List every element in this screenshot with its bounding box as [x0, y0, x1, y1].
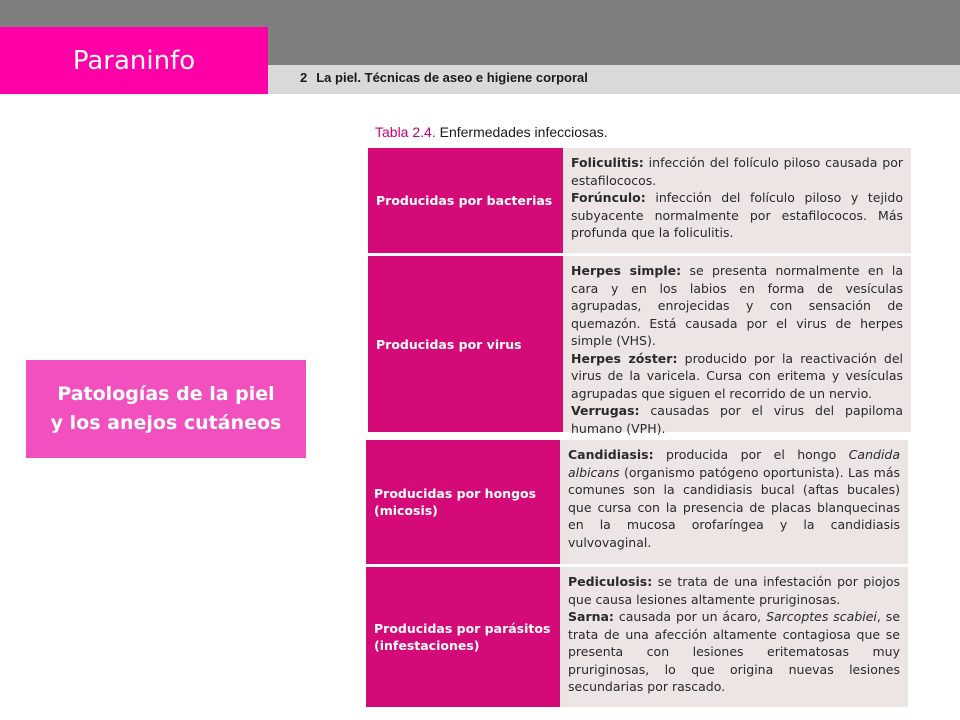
species-name: Sarcoptes scabiei	[766, 609, 877, 624]
term-description: producida por el hongo	[665, 447, 837, 462]
chapter-heading	[300, 70, 588, 85]
species-name: Candida albicans	[568, 447, 901, 480]
topic-line-2: y los anejos cutáneos	[50, 412, 282, 434]
term: Herpes zóster:	[571, 350, 678, 366]
table-caption-ref: Tabla 2.4.	[375, 124, 436, 140]
table-row-bacteria	[368, 148, 911, 253]
term: Sarna:	[568, 609, 614, 624]
table-caption	[375, 124, 608, 140]
infectious-diseases-table-part-1	[368, 148, 911, 436]
topic-line-1: Patologías de la piel	[57, 383, 275, 405]
infectious-diseases-table-part-2	[366, 440, 908, 707]
category-label: Producidas por bacterias	[376, 193, 553, 208]
description-cell	[560, 440, 908, 564]
category-cell	[368, 256, 563, 432]
topic-box	[26, 360, 306, 458]
category-note: (micosis)	[374, 503, 438, 518]
term-description: causada por un ácaro,	[618, 609, 762, 624]
term: Pediculosis:	[568, 574, 653, 589]
term: Candidiasis:	[568, 447, 654, 462]
category-cell	[366, 567, 560, 707]
term: Forúnculo:	[571, 190, 646, 205]
chapter-number: 2	[300, 70, 308, 85]
table-row-fungi	[366, 440, 908, 564]
term-description: causadas por el virus del papiloma humano (VPH).	[571, 403, 903, 436]
table-caption-text: Enfermedades infecciosas.	[439, 124, 608, 140]
term-description: se presenta normalmente en la cara y en los labios en forma de vesículas agrupadas, enrojecidas y con sensación de quemazón. Está causada por el virus de herpes simple (VHS).	[571, 263, 903, 348]
term: Verrugas:	[571, 403, 640, 418]
term-description: infección del folículo piloso causada por estafilococos.	[571, 155, 903, 188]
description-cell	[563, 148, 911, 253]
term: Foliculitis:	[571, 155, 644, 170]
term-description: se trata de una infestación por piojos que causa lesiones altamente pruriginosas.	[568, 574, 900, 607]
category-cell	[366, 440, 560, 564]
table-row-parasites	[366, 567, 908, 707]
term-description: producido por la reactivación del virus de la varicela. Cursa con eritema y vesículas agrupadas que siguen el recorrido de un nervio.	[571, 350, 903, 401]
category-label: Producidas por parásitos	[374, 621, 551, 636]
category-cell	[368, 148, 563, 253]
description-cell	[560, 567, 908, 707]
category-label: Producidas por virus	[376, 336, 522, 352]
category-note: (infestaciones)	[374, 638, 480, 653]
term-description: (organismo patógeno oportunista). Las más comunes son la candidiasis bucal (aftas bucales) que cursa con la presencia de placas blanquecinas en la mucosa orofaríngea y la candidiasis vulvovaginal.	[568, 464, 900, 550]
chapter-title: La piel. Técnicas de aseo e higiene corporal	[316, 70, 588, 85]
category-label: Producidas por hongos	[374, 486, 537, 501]
term: Herpes simple:	[571, 263, 682, 278]
term-description: infección del folículo piloso y tejido subyacente normalmente por estafilococos. Más profunda que la foliculitis.	[571, 190, 903, 240]
brand-logo: Paraninfo	[0, 27, 268, 94]
description-cell	[563, 256, 911, 436]
table-row-virus	[368, 256, 911, 436]
term-description: , se trata de una afección altamente contagiosa que se presenta con lesiones eritematosas muy pruriginosas, lo que origina nuevas lesiones secundarias por rascado.	[568, 609, 901, 694]
